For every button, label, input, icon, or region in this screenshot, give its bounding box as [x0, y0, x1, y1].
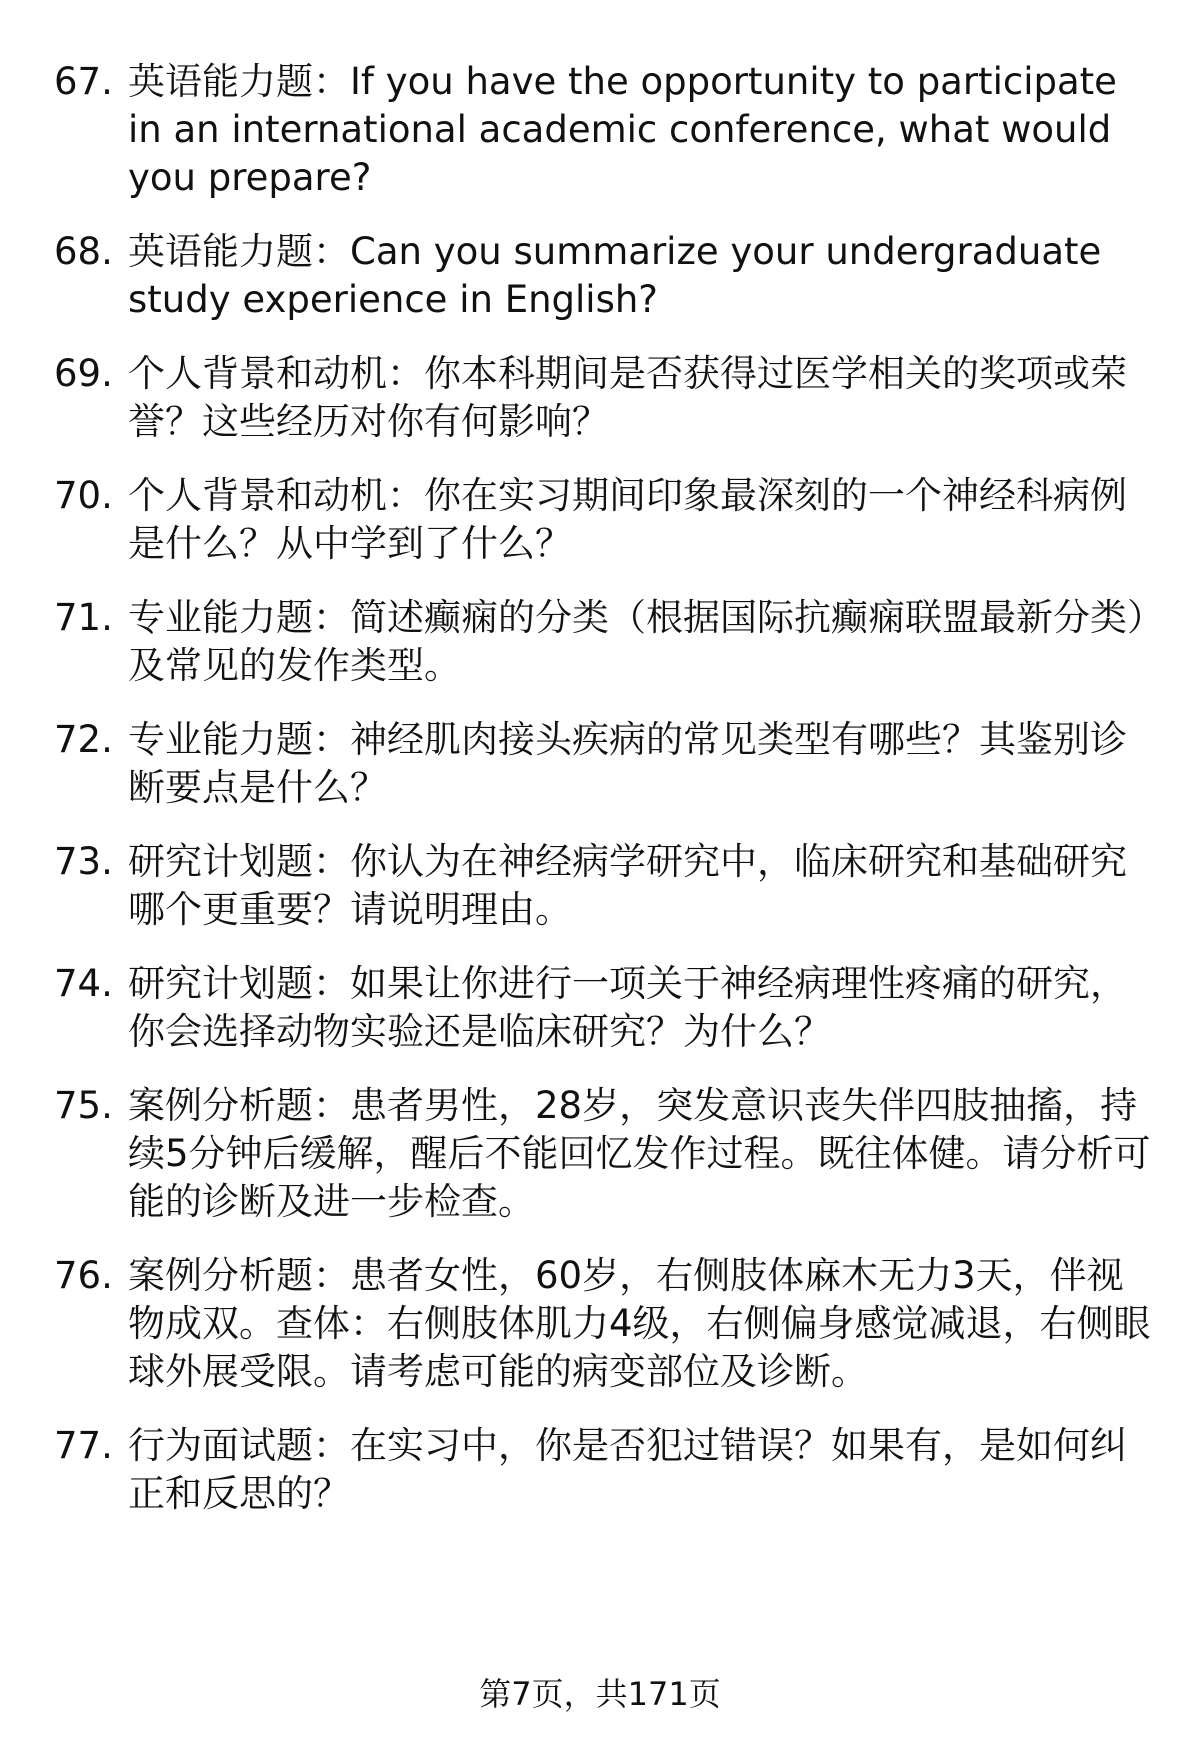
question-number: 72.	[54, 718, 113, 761]
question-text: 个人背景和动机：你在实习期间印象最深刻的一个神经科病例是什么？从中学到了什么？	[128, 474, 1127, 565]
question-item	[0, 838, 1200, 934]
question-item	[0, 1082, 1200, 1226]
question-number: 77.	[54, 1424, 113, 1467]
question-text: 研究计划题：你认为在神经病学研究中，临床研究和基础研究哪个更重要？请说明理由。	[128, 840, 1127, 931]
question-number: 71.	[54, 596, 113, 639]
question-text: 专业能力题：神经肌肉接头疾病的常见类型有哪些？其鉴别诊断要点是什么？	[128, 718, 1127, 809]
question-text: 英语能力题：Can you summarize your undergraduate study experience in English?	[128, 230, 1102, 321]
question-number: 70.	[54, 474, 113, 517]
question-text: 专业能力题：简述癫痫的分类（根据国际抗癫痫联盟最新分类）及常见的发作类型。	[128, 596, 1146, 687]
question-item	[0, 716, 1200, 812]
question-item	[0, 472, 1200, 568]
question-number: 67.	[54, 60, 113, 103]
question-number: 69.	[54, 352, 113, 395]
question-text: 研究计划题：如果让你进行一项关于神经病理性疼痛的研究，你会选择动物实验还是临床研究？为什么？	[128, 962, 1127, 1053]
question-item	[0, 960, 1200, 1056]
page-number-footer: 第7页，共171页	[479, 1675, 721, 1713]
question-text: 案例分析题：患者男性，28岁，突发意识丧失伴四肢抽搐，持续5分钟后缓解，醒后不能回忆发作过程。既往体健。请分析可能的诊断及进一步检查。	[128, 1084, 1151, 1223]
question-item	[0, 58, 1200, 202]
question-item	[0, 1252, 1200, 1396]
question-number: 75.	[54, 1084, 113, 1127]
question-number: 68.	[54, 230, 113, 273]
question-item	[0, 1422, 1200, 1518]
question-number: 74.	[54, 962, 113, 1005]
question-text: 个人背景和动机：你本科期间是否获得过医学相关的奖项或荣誉？这些经历对你有何影响？	[128, 352, 1127, 443]
question-item	[0, 594, 1200, 690]
question-item	[0, 228, 1200, 324]
question-text: 英语能力题：If you have the opportunity to participate in an international academic conference, what would you prepare?	[128, 60, 1117, 199]
question-text: 案例分析题：患者女性，60岁，右侧肢体麻木无力3天，伴视物成双。查体：右侧肢体肌力4级，右侧偏身感觉减退，右侧眼球外展受限。请考虑可能的病变部位及诊断。	[128, 1254, 1151, 1393]
question-number: 73.	[54, 840, 113, 883]
question-list	[0, 58, 1200, 1544]
question-text: 行为面试题：在实习中，你是否犯过错误？如果有，是如何纠正和反思的？	[128, 1424, 1127, 1515]
question-number: 76.	[54, 1254, 113, 1297]
question-item	[0, 350, 1200, 446]
